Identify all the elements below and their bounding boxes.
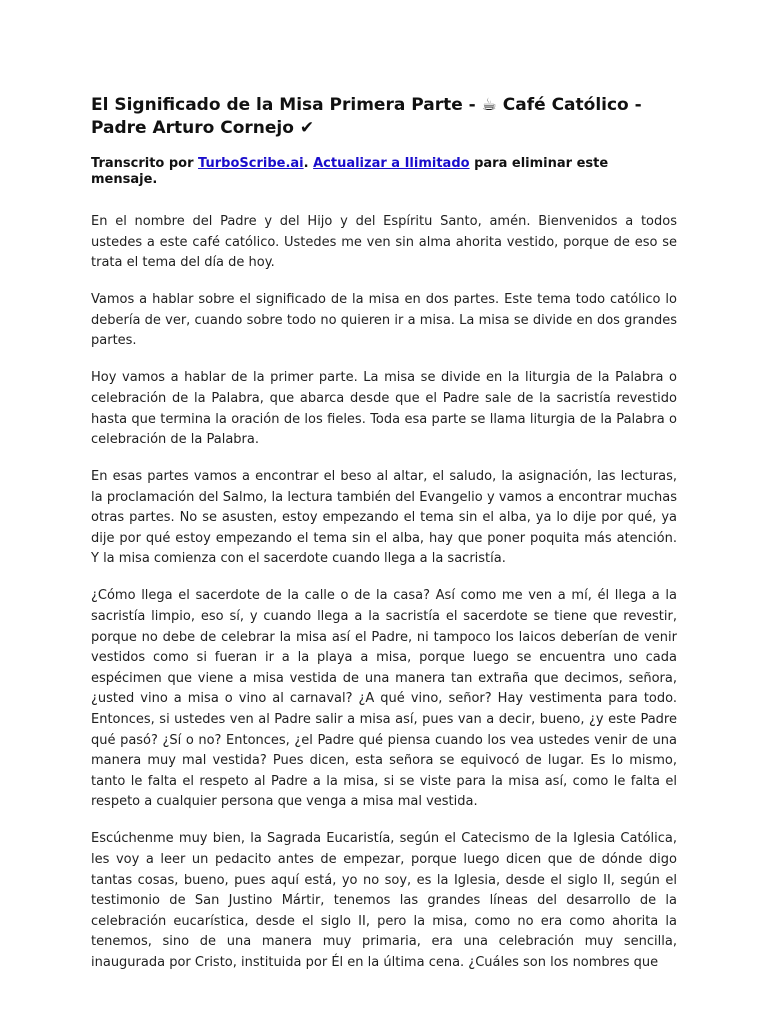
paragraph-2: Vamos a hablar sobre el significado de la misa en dos partes. Este tema todo católico lo debería de ver, cuando sobre todo no quieren ir a misa. La misa se divide en dos grandes partes. [91, 292, 677, 349]
notice-suffix: para eliminar este mensaje. [91, 156, 609, 187]
notice-middle: . [303, 156, 314, 171]
paragraph-6: Escúchenme muy bien, la Sagrada Eucaristía, según el Catecismo de la Iglesia Católica, les voy a leer un pedacito antes de empezar, porque luego dicen que de dónde digo tantas cosas, bueno, pues aquí está, yo no soy, es la Iglesia, desde el siglo II, según el testimonio de San Justino Mártir, tenemos las grandes líneas del desarrollo de la celebración eucarística, desde el siglo II, pero la misa, como no era como ahorita la tenemos, sino de una manera muy primaria, era una celebración muy sencilla, inaugurada por Cristo, instituida por Él en la última cena. ¿Cuáles son los nombres que [91, 831, 677, 970]
upgrade-unlimited-link[interactable]: Actualizar a Ilimitado [313, 156, 470, 171]
paragraph-3: Hoy vamos a hablar de la primer parte. La misa se divide en la liturgia de la Palabra o celebración de la Palabra, que abarca desde que el Padre sale de la sacristía revestido hasta que termina la oración de los fieles. Toda esa parte se llama liturgia de la Palabra o celebración de la Palabra. [91, 370, 677, 448]
document-page [91, 94, 677, 990]
turboscribe-link[interactable]: TurboScribe.ai [198, 156, 304, 171]
notice-prefix: Transcrito por [91, 156, 199, 171]
paragraph-5: ¿Cómo llega el sacerdote de la calle o de la casa? Así como me ven a mí, él llega a la sacristía limpio, eso sí, y cuando llega a la sacristía el sacerdote se tiene que revestir, porque no debe de celebrar la misa así el Padre, ni tampoco los laicos deberían de venir vestidos como si fueran ir a la playa a misa, porque luego se encuentra uno cada espécimen que viene a misa vestida de una manera tan extraña que decimos, señora, ¿usted vino a misa o vino al carnaval? ¿A qué vino, señor? Hay vestimenta para todo. Entonces, si ustedes ven al Padre salir a misa así, pues van a decir, bueno, ¿y este Padre qué pasó? ¿Sí o no? Entonces, ¿el Padre qué piensa cuando los vea ustedes venir de una manera muy mal vestida? Pues dicen, esta señora se equivocó de lugar. Es lo mismo, tanto le falta el respeto al Padre a la misa, si se viste para la misa así, como le falta el respeto a cualquier persona que venga a misa mal vestida. [91, 588, 677, 810]
transcription-notice [91, 156, 677, 188]
paragraph-4: En esas partes vamos a encontrar el beso al altar, el saludo, la asignación, las lecturas, la proclamación del Salmo, la lectura también del Evangelio y vamos a encontrar muchas otras partes. No se asusten, estoy empezando el tema sin el alba, ya lo dije por qué, ya dije por qué estoy empezando el tema sin el alba, hay que poner poquita más atención. Y la misa comienza con el sacerdote cuando llega a la sacristía. [91, 469, 677, 567]
document-title: El Significado de la Misa Primera Parte - ☕ Café Católico - Padre Arturo Cornejo ✔ [91, 95, 642, 138]
paragraph-1: En el nombre del Padre y del Hijo y del Espíritu Santo, amén. Bienvenidos a todos ustedes a este café católico. Ustedes me ven sin alma ahorita vestido, porque de eso se trata el tema del día de hoy. [91, 214, 677, 271]
